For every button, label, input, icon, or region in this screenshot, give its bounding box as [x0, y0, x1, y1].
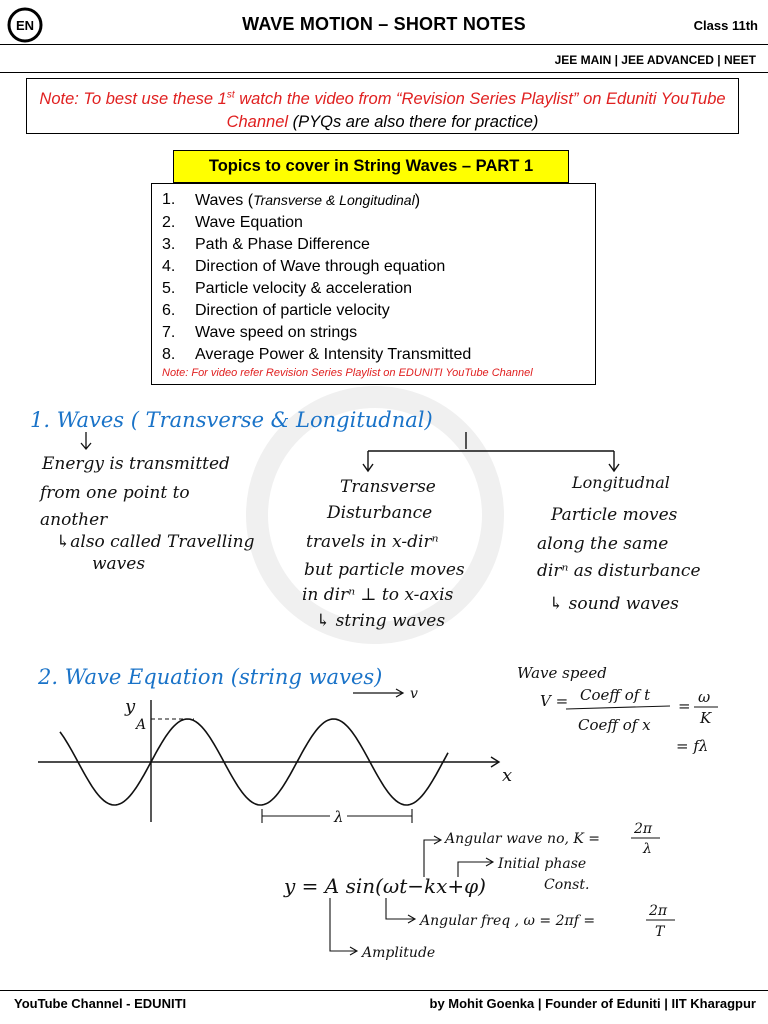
page-title: WAVE MOTION – SHORT NOTES	[242, 14, 526, 34]
longitudinal-line: Particle moves	[551, 505, 678, 525]
note-black-text: (PYQs are also there for practice)	[288, 112, 539, 131]
velocity-arrow-icon	[353, 689, 403, 697]
transverse-line: in dirⁿ ⊥ to x-axis	[302, 585, 454, 605]
wave-equation: y = A sin(ωt−kx+φ)	[284, 874, 486, 898]
topic-item: 1. Waves (Transverse & Longitudinal)	[162, 191, 421, 209]
const-label: Const.	[544, 877, 590, 893]
longitudinal-line: dirⁿ as disturbance	[537, 561, 701, 581]
section2-heading: 2. Wave Equation (string waves)	[38, 665, 383, 689]
topics-heading: Topics to cover in String Waves – PART 1	[173, 150, 569, 183]
longitudinal-line: ↳ sound waves	[549, 594, 679, 614]
y-label: y	[125, 696, 136, 717]
topic-item: 7. Wave speed on strings	[162, 324, 358, 341]
velocity-label: v	[410, 686, 418, 702]
topics-note: Note: For video refer Revision Series Playlist on EDUNITI YouTube Channel	[162, 367, 533, 379]
wave-speed-title: Wave speed	[517, 664, 607, 682]
wavelength-label: λ	[334, 808, 344, 826]
footer-author: by Mohit Goenka | Founder of Eduniti | IIT Kharagpur	[429, 996, 756, 1011]
k-denominator: λ	[643, 841, 652, 857]
wave-speed-block	[517, 664, 718, 755]
transverse-line: ↳ string waves	[316, 611, 446, 631]
equals-sign: =	[678, 697, 691, 715]
longitudinal-line: along the same	[537, 534, 669, 554]
initial-phase-label: Initial phase	[498, 856, 587, 872]
left-line: another	[40, 510, 108, 530]
k-numerator: 2π	[634, 821, 653, 837]
footer-channel: YouTube Channel - EDUNITI	[14, 996, 187, 1011]
left-line: waves	[92, 554, 146, 574]
x-label: x	[502, 765, 513, 786]
transverse-line: Transverse	[340, 477, 436, 497]
topic-item: 6. Direction of particle velocity	[162, 302, 390, 319]
transverse-line: but particle moves	[304, 560, 465, 580]
arrow-down-icon	[81, 432, 91, 449]
footer-divider	[0, 990, 768, 991]
section1-heading: 1. Waves ( Transverse & Longitudnal)	[30, 408, 433, 432]
arrow-icon	[330, 898, 357, 955]
wave-speed-denominator: Coeff of x	[578, 716, 651, 734]
longitudinal-line: Longitudnal	[572, 473, 670, 492]
topic-item: 4. Direction of Wave through equation	[162, 258, 446, 275]
topic-item: 3. Path & Phase Difference	[162, 236, 370, 253]
k-symbol: K	[700, 709, 712, 727]
omega-symbol: ω	[698, 688, 711, 706]
arrow-icon	[424, 836, 441, 877]
transverse-line: Disturbance	[327, 503, 433, 523]
angular-wave-no-label: Angular wave no, K =	[445, 831, 601, 847]
topic-item: 2. Wave Equation	[162, 214, 303, 231]
left-line: ↳also called Travelling	[56, 532, 255, 552]
topic-item: 8. Average Power & Intensity Transmitted	[162, 346, 472, 363]
amplitude-label: A	[136, 717, 147, 733]
left-line: Energy is transmitted	[42, 454, 230, 474]
note-red-text: Note: To best use these 1st watch the video from “Revision Series Playlist” on Eduniti YouTube Channel	[39, 89, 726, 131]
f-lambda: = fλ	[676, 737, 709, 755]
svg-text:EN: EN	[15, 18, 35, 33]
class-label: Class 11th	[693, 18, 758, 33]
fraction-bar	[566, 706, 670, 709]
w-denominator: T	[655, 924, 665, 940]
wave-graph	[38, 686, 512, 826]
exam-tags: JEE MAIN | JEE ADVANCED | NEET	[554, 53, 756, 67]
wave-speed-v: V =	[540, 692, 569, 710]
w-numerator: 2π	[649, 903, 668, 919]
wave-speed-numerator: Coeff of t	[580, 686, 651, 704]
angular-freq-label: Angular freq , ω = 2πf =	[420, 913, 596, 929]
arrow-icon	[386, 898, 415, 923]
wave-equation-block	[283, 821, 675, 961]
amplitude-label: Amplitude	[362, 945, 436, 961]
topic-item: 5. Particle velocity & acceleration	[162, 280, 412, 297]
transverse-line: travels in x-dirⁿ	[306, 532, 439, 552]
left-line: from one point to	[40, 483, 190, 503]
